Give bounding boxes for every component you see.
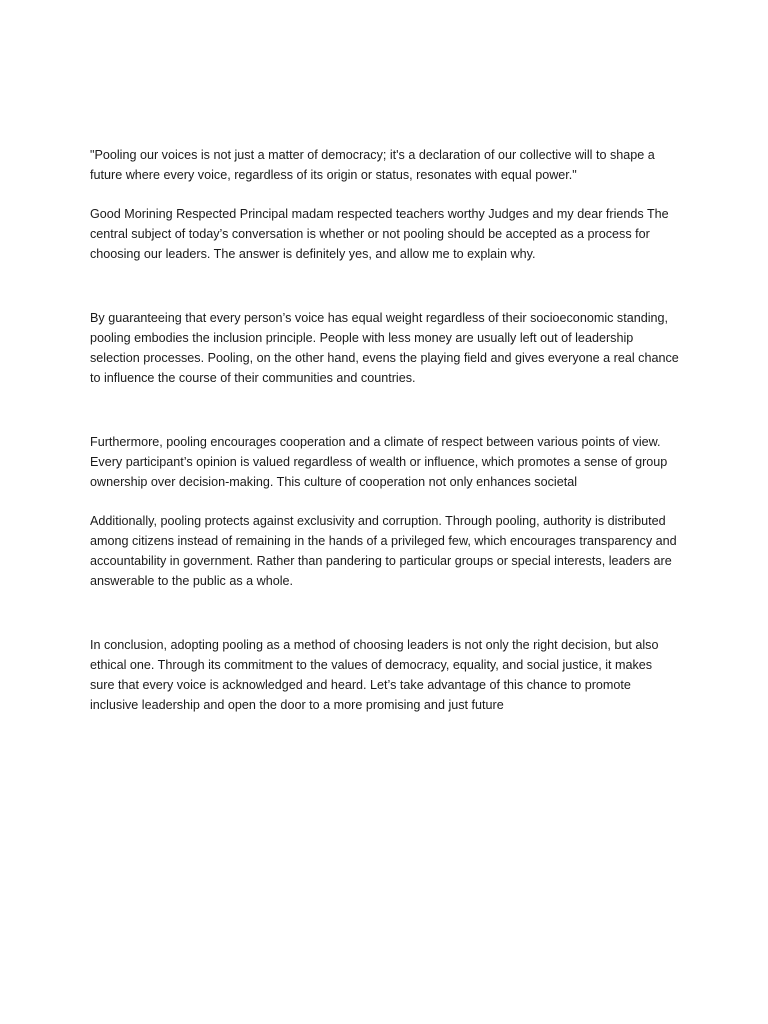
- conclusion-paragraph: In conclusion, adopting pooling as a method of choosing leaders is not only the right decision, but also ethical one. Through its commitment to the values of democracy, equality, and social justice, it makes sure that every voice is acknowledged and heard. Let’s take advantage of this chance to promote inclusive leadership and open the door to a more promising and just future: [90, 638, 659, 712]
- corruption-paragraph: Additionally, pooling protects against exclusivity and corruption. Through pooling, authority is distributed among citizens instead of remaining in the hands of a privileged few, which encourages transparency and accountability in government. Rather than pandering to particular groups or special interests, leaders are answerable to the public as a whole.: [90, 514, 677, 588]
- paragraph-spacer: [90, 264, 680, 308]
- paragraph-spacer: [90, 492, 680, 511]
- opening-quote-paragraph: "Pooling our voices is not just a matter of democracy; it's a declaration of our collective will to shape a future where every voice, regardless of its origin or status, resonates with equal power.": [90, 148, 655, 182]
- document-body: [90, 145, 680, 715]
- paragraph-spacer: [90, 388, 680, 432]
- inclusion-paragraph: By guaranteeing that every person’s voice has equal weight regardless of their socioeconomic standing, pooling embodies the inclusion principle. People with less money are usually left out of leadership selection processes. Pooling, on the other hand, evens the playing field and gives everyone a real chance to influence the course of their communities and countries.: [90, 311, 679, 385]
- cooperation-paragraph: Furthermore, pooling encourages cooperation and a climate of respect between various points of view. Every participant’s opinion is valued regardless of wealth or influence, which promotes a sense of group ownership over decision-making. This culture of cooperation not only enhances societal: [90, 435, 668, 489]
- paragraph-spacer: [90, 185, 680, 204]
- greeting-paragraph: Good Morining Respected Principal madam respected teachers worthy Judges and my dear friends The central subject of today’s conversation is whether or not pooling should be accepted as a process for choosing our leaders. The answer is definitely yes, and allow me to explain why.: [90, 207, 669, 261]
- paragraph-spacer: [90, 591, 680, 635]
